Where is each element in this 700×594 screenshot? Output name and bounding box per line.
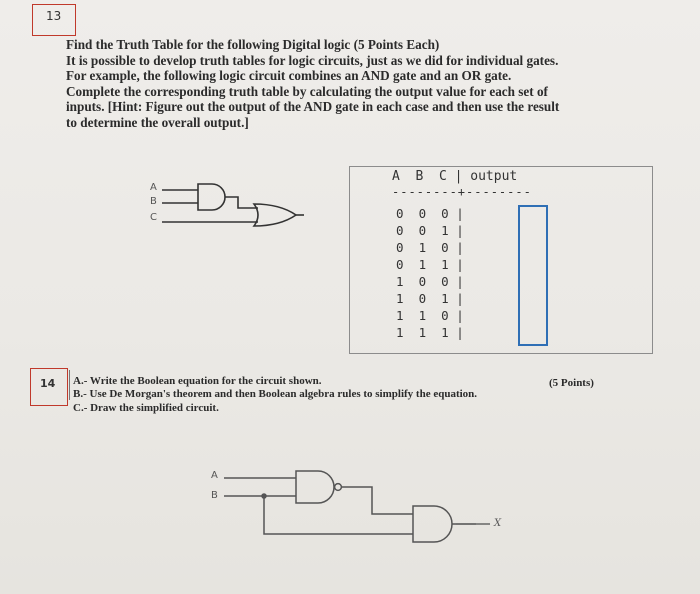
q14-circuit bbox=[224, 471, 490, 542]
question-13-number: 13 bbox=[46, 9, 62, 23]
input-label-c: C bbox=[150, 212, 157, 223]
truth-table-row: 1 0 1 | bbox=[396, 291, 464, 306]
question-13-line: inputs. [Hint: Figure out the output of the AND gate in each case and then use the result bbox=[66, 99, 560, 115]
question-14-number: 14 bbox=[40, 377, 56, 390]
wire-nand-out bbox=[341, 487, 413, 514]
truth-table-row: 0 0 0 | bbox=[396, 206, 464, 221]
question-14-divider bbox=[69, 370, 70, 400]
truth-table-row: 0 0 1 | bbox=[396, 223, 464, 238]
question-14-part-b: B.- Use De Morgan's theorem and then Boolean algebra rules to simplify the equation. bbox=[73, 388, 478, 401]
output-answer-box[interactable] bbox=[518, 205, 548, 346]
question-14-part-a: A.- Write the Boolean equation for the circuit shown. bbox=[73, 375, 322, 387]
input-label-a: A bbox=[150, 182, 157, 193]
or-gate bbox=[254, 204, 296, 226]
truth-table-row: 0 1 1 | bbox=[396, 257, 464, 272]
q13-circuit bbox=[162, 184, 304, 226]
output-label-x: X bbox=[494, 518, 502, 529]
wire-and-out bbox=[225, 197, 258, 208]
truth-table-row: 0 1 0 | bbox=[396, 240, 464, 255]
question-13-line: For example, the following logic circuit combines an AND gate and an OR gate. bbox=[66, 68, 512, 84]
input-label-b: B bbox=[211, 490, 218, 501]
question-13-line: It is possible to develop truth tables for logic circuits, just as we did for individual gates. bbox=[66, 52, 559, 68]
truth-table-header: A B C | output bbox=[392, 169, 518, 184]
question-14-part-c: C.- Draw the simplified circuit. bbox=[73, 401, 219, 414]
nand-gate bbox=[296, 471, 334, 503]
question-13-title: Find the Truth Table for the following Digital logic (5 Points Each) bbox=[66, 37, 440, 52]
input-label-b: B bbox=[150, 196, 157, 207]
wire-b-branch bbox=[264, 496, 413, 534]
nand-bubble bbox=[335, 484, 342, 491]
question-14-points: (5 Points) bbox=[549, 377, 594, 389]
and-gate bbox=[198, 184, 225, 210]
truth-table-row: 1 1 1 | bbox=[396, 325, 464, 340]
junction-dot bbox=[262, 494, 266, 498]
and-gate bbox=[413, 506, 452, 542]
truth-table-row: 1 0 0 | bbox=[396, 274, 464, 289]
input-label-a: A bbox=[211, 470, 218, 481]
truth-table-divider: --------+-------- bbox=[392, 185, 532, 199]
truth-table-row: 1 1 0 | bbox=[396, 308, 464, 323]
question-13-line: to determine the overall output.] bbox=[66, 114, 249, 130]
question-13-line: Complete the corresponding truth table by calculating the output value for each set of bbox=[66, 83, 548, 99]
